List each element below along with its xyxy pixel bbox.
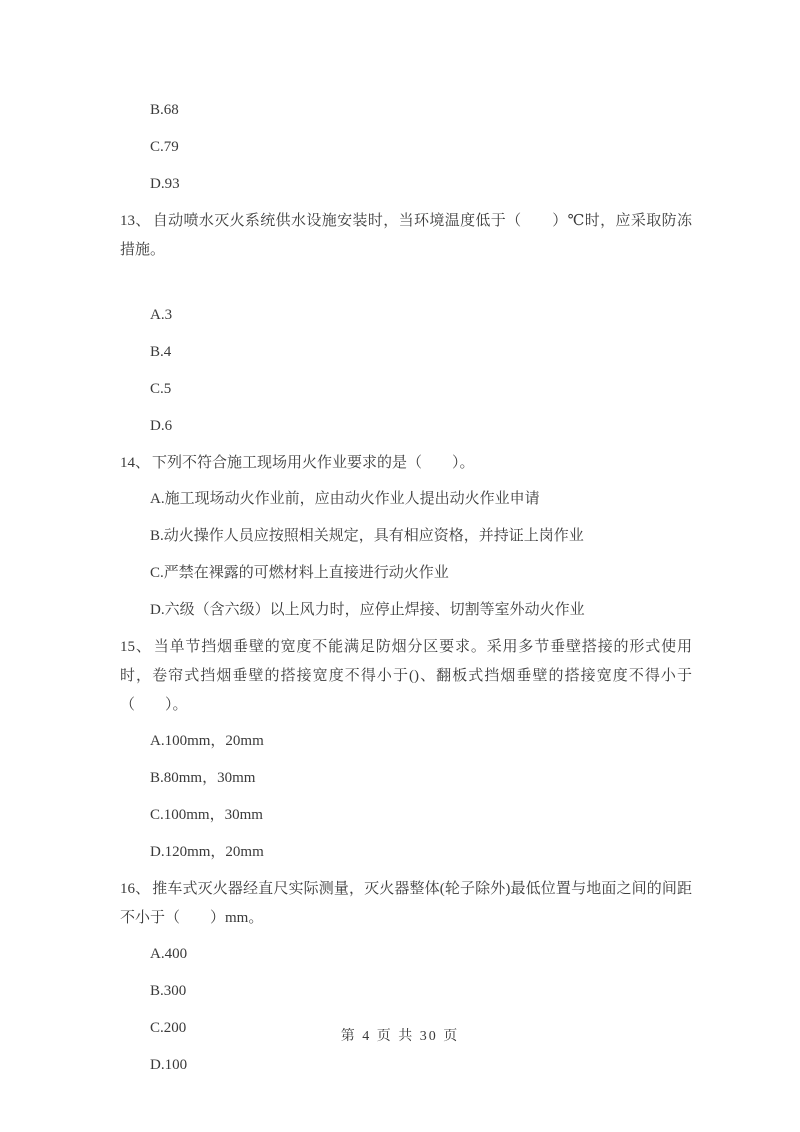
question-15-option-c: C.100mm，30mm	[150, 807, 263, 823]
question-15-option-b: B.80mm，30mm	[150, 770, 256, 786]
question-13-number: 13、	[120, 213, 151, 229]
question-14-option-d: D.六级（含六级）以上风力时，应停止焊接、切割等室外动火作业	[150, 602, 585, 618]
question-16-option-b: B.300	[150, 983, 187, 999]
question-16-option-a: A.400	[150, 946, 188, 962]
question-13-option-c: C.5	[150, 381, 172, 397]
question-15	[120, 633, 692, 720]
question-15-number: 15、	[120, 639, 152, 655]
question-15-text: 当单节挡烟垂壁的宽度不能满足防烟分区要求。采用多节垂壁搭接的形式使用时，卷帘式挡烟垂壁的搭接宽度不得小于()、翻板式挡烟垂壁的搭接宽度不得小于（ ）。	[120, 639, 692, 713]
question-13-option-d: D.6	[150, 418, 173, 434]
question-13	[120, 207, 692, 265]
question-14-option-c: C.严禁在裸露的可燃材料上直接进行动火作业	[150, 565, 449, 581]
question-13-option-b: B.4	[150, 344, 172, 360]
question-16-number: 16、	[120, 881, 151, 897]
page-footer: 第 4 页 共 30 页	[340, 1029, 460, 1044]
question-16-option-c: C.200	[150, 1020, 187, 1036]
question-16-text: 推车式灭火器经直尺实际测量，灭火器整体(轮子除外)最低位置与地面之间的间距不小于（ ）mm。	[120, 881, 692, 926]
question-14-text: 下列不符合施工现场用火作业要求的是（ ）。	[152, 455, 475, 471]
question-16	[120, 875, 692, 933]
continued-option-line: B.68	[150, 102, 179, 118]
continued-option-line: C.79	[150, 139, 179, 155]
question-14-option-a: A.施工现场动火作业前，应由动火作业人提出动火作业申请	[150, 491, 540, 507]
question-14-number: 14、	[120, 455, 151, 471]
question-15-option-a: A.100mm，20mm	[150, 733, 264, 749]
continued-option-line: D.93	[150, 176, 180, 192]
question-13-option-a: A.3	[150, 307, 173, 323]
question-13-text: 自动喷水灭火系统供水设施安装时，当环境温度低于（ ）℃时，应采取防冻措施。	[120, 213, 692, 258]
question-14-option-b: B.动火操作人员应按照相关规定，具有相应资格，并持证上岗作业	[150, 528, 584, 544]
question-14	[120, 449, 692, 478]
exam-content	[120, 0, 692, 1094]
question-15-option-d: D.120mm，20mm	[150, 844, 264, 860]
question-16-option-d: D.100	[150, 1057, 188, 1073]
